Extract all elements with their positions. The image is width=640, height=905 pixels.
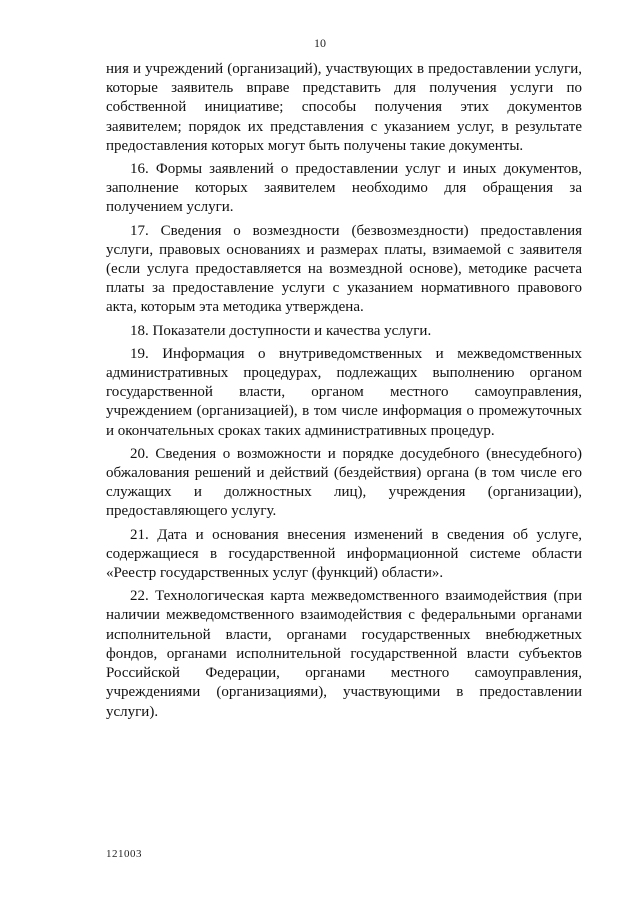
paragraph-item-20: 20. Сведения о возможности и порядке досудебного (внесудебного) обжалования решений и действий (бездействия) органа (в том числе его служащих и должностных лиц), учреждения (организации), предоставляющего услугу. (106, 445, 582, 520)
document-code: 121003 (106, 848, 142, 860)
paragraph-item-17: 17. Сведения о возмездности (безвозмездности) предоставления услуги, правовых основаниях и размерах платы, взимаемой с заявителя (если услуга предоставляется на возмездной основе), методике расчета платы за предоставление услуги с указанием нормативного правового акта, которым эта методика утверждена. (106, 222, 582, 316)
paragraph-continuation: ния и учреждений (организаций), участвующих в предоставлении услуги, которые заявитель вправе представить для получения услуги по собственной инициативе; способы получения этих документов заявителем; порядок их представления с указанием услуг, в результате предоставления которых могут быть получены такие документы. (106, 61, 582, 154)
document-body (106, 60, 582, 722)
page-number: 10 (314, 36, 326, 50)
paragraph-item-22: 22. Технологическая карта межведомственного взаимодействия (при наличии межведомственного взаимодействия с федеральными органами исполнительной власти, органами государственных внебюджетных фондов, органами исполнительной государственной власти субъектов Российской Федерации, органами местного самоуправления, учреждениями (организациями), участвующими в предоставлении услуги). (106, 588, 582, 720)
paragraph-item-16: 16. Формы заявлений о предоставлении услуг и иных документов, заполнение которых заявителем необходимо для обращения за получением услуги. (106, 161, 582, 216)
paragraph-item-18: 18. Показатели доступности и качества услуги. (130, 322, 432, 339)
paragraph-item-19: 19. Информация о внутриведомственных и межведомственных административных процедурах, подлежащих выполнению органом государственной власти, органом местного самоуправления, учреждением (организацией), в том числе информация о промежуточных и окончательных сроках таких административных процедур. (106, 345, 582, 439)
paragraph-item-21: 21. Дата и основания внесения изменений в сведения об услуге, содержащиеся в государственной информационной системе области «Реестр государственных услуг (функций) области». (106, 526, 582, 582)
